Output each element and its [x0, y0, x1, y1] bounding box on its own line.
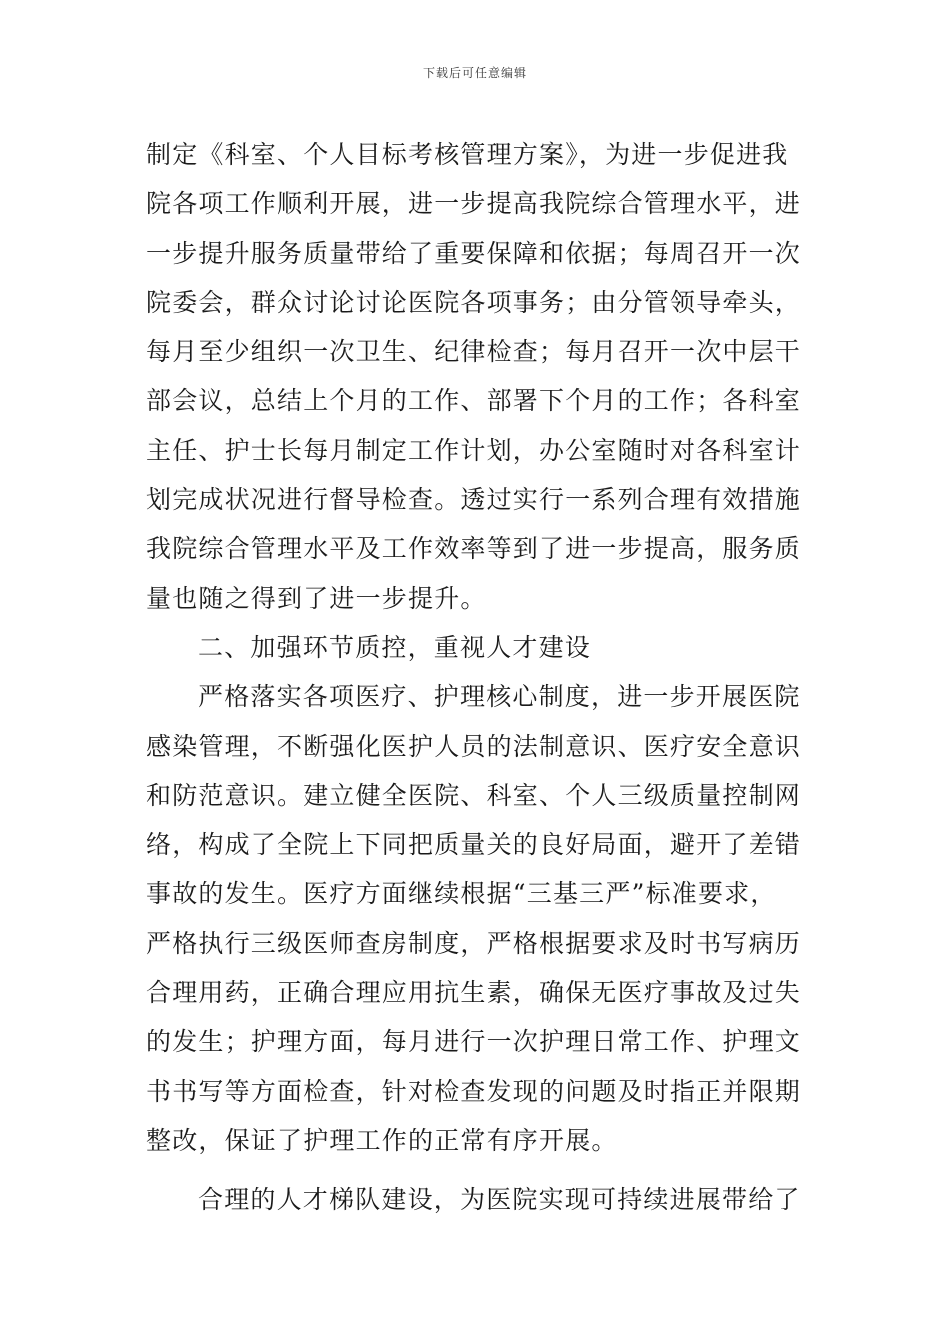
text-line: 部会议，总结上个月的工作、部署下个月的工作；各科室: [146, 386, 802, 416]
text-line: 严格执行三级医师查房制度，严格根据要求及时书写病历: [146, 928, 802, 958]
text-line: 严格落实各项医疗、护理核心制度，进一步开展医院: [198, 682, 801, 712]
text-line: 划完成状况进行督导检查。透过实行一系列合理有效措施: [146, 485, 802, 515]
text-line: 书书写等方面检查，针对检查发现的问题及时指正并限期: [146, 1076, 802, 1106]
text-line: 合理的人才梯队建设，为医院实现可持续进展带给了: [198, 1185, 801, 1215]
text-line: 量也随之得到了进一步提升。: [146, 583, 487, 613]
text-line: 合理用药，正确合理应用抗生素，确保无医疗事故及过失: [146, 978, 802, 1008]
text-line: 主任、护士长每月制定工作计划，办公室随时对各科室计: [146, 435, 802, 465]
section-heading-text: 二、加强环节质控，重视人才建设: [198, 632, 592, 662]
text-line: 院委会，群众讨论讨论医院各项事务；由分管领导牵头，: [146, 287, 802, 317]
page-header: 下载后可任意编辑: [422, 66, 527, 80]
paragraph: [146, 130, 808, 623]
document-body: [146, 130, 808, 1225]
paragraph-gap: [146, 1165, 808, 1175]
text-line: 院各项工作顺利开展，进一步提高我院综合管理水平，进: [146, 189, 802, 219]
text-line: 的发生；护理方面，每月进行一次护理日常工作、护理文: [146, 1027, 802, 1057]
section-heading: [146, 623, 808, 672]
text-line: 感染管理，不断强化医护人员的法制意识、医疗安全意识: [146, 731, 802, 761]
text-line: 我院综合管理水平及工作效率等到了进一步提高，服务质: [146, 534, 802, 564]
text-line: 制定《科室、个人目标考核管理方案》，为进一步促进我: [146, 140, 789, 169]
text-line: 整改，保证了护理工作的正常有序开展。: [146, 1125, 618, 1155]
text-line: 和防范意识。建立健全医院、科室、个人三级质量控制网: [146, 780, 802, 810]
paragraph: [146, 672, 808, 1165]
paragraph: [146, 1175, 808, 1224]
text-line: 每月至少组织一次卫生、纪律检查；每月召开一次中层干: [146, 337, 802, 367]
text-line: 事故的发生。医疗方面继续根据“三基三严”标准要求，: [146, 879, 777, 909]
text-line: 一步提升服务质量带给了重要保障和依据；每周召开一次: [146, 238, 802, 268]
text-line: 络，构成了全院上下同把质量关的良好局面，避开了差错: [146, 830, 802, 860]
